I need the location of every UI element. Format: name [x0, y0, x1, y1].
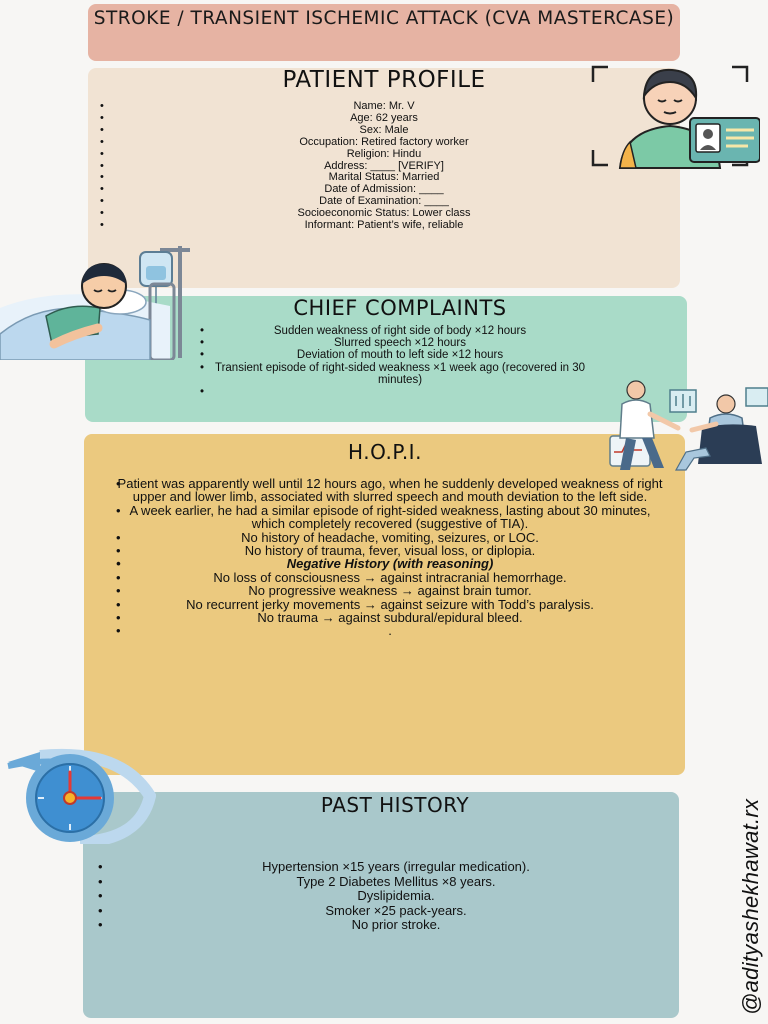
list-item: • No progressive weakness → against brain tumor.: [112, 584, 668, 597]
chief-complaints-title: CHIEF COMPLAINTS: [293, 296, 507, 320]
list-item: • Sudden weakness of right side of body ×12 hours: [195, 325, 605, 337]
past-history-title: PAST HISTORY: [320, 793, 470, 817]
list-item: [195, 386, 605, 398]
list-item: • Sex: Male: [88, 125, 680, 137]
main-title: STROKE / TRANSIENT ISCHEMIC ATTACK (CVA MASTERCASE): [93, 8, 675, 29]
list-item: • No prior stroke.: [96, 918, 696, 933]
list-item: • No history of trauma, fever, visual loss, or diplopia.: [112, 544, 668, 557]
list-item: • Date of Admission: ____: [88, 184, 680, 196]
hospital-bed-illustration: [0, 244, 200, 360]
list-item: • Deviation of mouth to left side ×12 hours: [195, 349, 605, 361]
watermark-handle: @adityashekhawat.rx: [738, 798, 763, 1015]
patient-id-illustration: [590, 64, 760, 170]
list-item: • Marital Status: Married: [88, 172, 680, 184]
list-item: • Informant: Patient’s wife, reliable: [88, 220, 680, 232]
list-item: • Transient episode of right-sided weakness ×1 week ago (recovered in 30 minutes): [195, 362, 605, 386]
list-item: • No recurrent jerky movements → against seizure with Todd’s paralysis.: [112, 598, 668, 611]
list-item: • Religion: Hindu: [88, 149, 680, 161]
clock-icon: [0, 748, 156, 844]
list-item: • Date of Examination: ____: [88, 196, 680, 208]
list-item: • Slurred speech ×12 hours: [195, 337, 605, 349]
list-item: • Socioeconomic Status: Lower class: [88, 208, 680, 220]
list-item: • Occupation: Retired factory worker: [88, 137, 680, 149]
list-item: • A week earlier, he had a similar episode of right-sided weakness, lasting about 30 minutes, which completely recovered (suggestive of TIA).: [112, 504, 668, 531]
doctor-consultation-illustration: [606, 378, 768, 474]
hopi-list: [112, 477, 668, 638]
list-item: • Hypertension ×15 years (irregular medication).: [96, 860, 696, 875]
list-item: • No history of headache, vomiting, seizures, or LOC.: [112, 531, 668, 544]
list-item: • Negative History (with reasoning): [112, 557, 668, 570]
list-item: • No loss of consciousness → against intracranial hemorrhage.: [112, 571, 668, 584]
list-item: • .: [112, 624, 668, 637]
list-item: • No trauma → against subdural/epidural bleed.: [112, 611, 668, 624]
list-item: • Dyslipidemia.: [96, 889, 696, 904]
past-history-list: [96, 860, 696, 933]
hopi-title: H.O.P.I.: [348, 440, 422, 464]
list-item: • Patient was apparently well until 12 hours ago, when he suddenly developed weakness of right upper and lower limb, associated with slurred speech and mouth deviation to the left side.: [112, 477, 668, 504]
list-item: • Age: 62 years: [88, 113, 680, 125]
list-item: • Name: Mr. V: [88, 101, 680, 113]
chief-complaints-list: [195, 325, 605, 398]
list-item: • Address: ____ [VERIFY]: [88, 161, 680, 173]
list-item: • Smoker ×25 pack-years.: [96, 904, 696, 919]
list-item: • Type 2 Diabetes Mellitus ×8 years.: [96, 875, 696, 890]
patient-profile-title: PATIENT PROFILE: [282, 67, 486, 93]
